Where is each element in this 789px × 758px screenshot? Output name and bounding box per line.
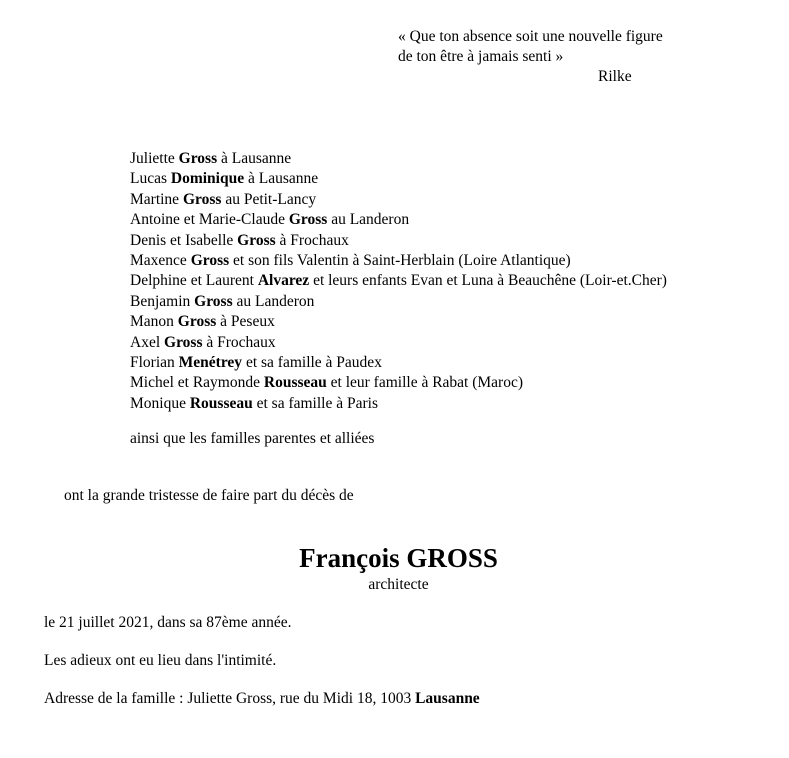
mourner-surname: Menétrey	[178, 354, 243, 372]
mourner-text: au Landeron	[232, 292, 315, 310]
mourner-line	[130, 394, 667, 414]
mourner-text: Denis et Isabelle	[130, 231, 238, 249]
mourners-list	[130, 149, 667, 414]
quote-author: Rilke	[598, 68, 632, 85]
farewell-line: Les adieux ont eu lieu dans l'intimité.	[44, 652, 277, 669]
mourner-line	[130, 190, 667, 210]
mourner-line	[130, 271, 667, 291]
address-text: Adresse de la famille : Juliette Gross, rue du Midi 18, 1003	[44, 690, 416, 707]
deceased-name: François GROSS	[299, 543, 498, 573]
family-address	[44, 690, 480, 708]
mourner-text: et leurs enfants Evan et Luna à Beauchêne (Loir-et.Cher)	[309, 272, 667, 290]
mourner-text: et leur famille à Rabat (Maroc)	[326, 374, 524, 392]
mourner-text: à Frochaux	[275, 231, 349, 249]
mourner-surname: Gross	[194, 292, 233, 310]
mourner-text: Manon	[130, 313, 178, 331]
mourner-line	[130, 231, 667, 251]
mourner-surname: Gross	[164, 333, 203, 351]
mourner-text: au Landeron	[327, 211, 410, 229]
mourner-line	[130, 353, 667, 373]
mourner-surname: Dominique	[170, 170, 245, 188]
mourner-text: et son fils Valentin à Saint-Herblain (Loire Atlantique)	[229, 252, 571, 270]
mourner-line	[130, 169, 667, 189]
mourner-text: Maxence	[130, 252, 191, 270]
mourner-surname: Gross	[190, 252, 230, 270]
mourner-surname: Gross	[177, 313, 217, 331]
mourner-text: Michel et Raymonde	[130, 374, 264, 392]
mourner-text: Axel	[130, 333, 165, 351]
mourner-line	[130, 292, 667, 312]
mourner-surname: Rousseau	[263, 374, 327, 392]
mourner-surname: Alvarez	[257, 272, 310, 290]
mourner-text: Benjamin	[130, 292, 195, 310]
mourner-text: à Lausanne	[244, 170, 319, 188]
deceased-profession: architecte	[368, 576, 429, 593]
date-of-death-line: le 21 juillet 2021, dans sa 87ème année.	[44, 614, 292, 631]
mourner-text: Antoine et Marie-Claude	[130, 211, 289, 229]
quote-line-2: de ton être à jamais senti »	[398, 48, 564, 65]
mourner-surname: Gross	[288, 211, 328, 229]
address-city: Lausanne	[415, 690, 480, 707]
mourner-surname: Gross	[237, 231, 276, 249]
mourner-line	[130, 210, 667, 230]
mourner-line	[130, 251, 667, 271]
mourner-line	[130, 333, 667, 353]
mourner-text: Florian	[130, 354, 179, 372]
mourner-text: Martine	[130, 190, 183, 208]
mourner-text: à Lausanne	[217, 150, 292, 167]
quote-line-1: « Que ton absence soit une nouvelle figure	[398, 28, 663, 45]
mourner-text: et sa famille à Paudex	[242, 354, 382, 372]
mourner-surname: Rousseau	[189, 394, 253, 412]
mourner-surname: Gross	[178, 150, 218, 167]
mourner-line	[130, 373, 667, 393]
mourner-text: Delphine et Laurent	[130, 272, 258, 290]
announcement-line: ont la grande tristesse de faire part du décès de	[64, 487, 354, 504]
mourner-text: au Petit-Lancy	[221, 190, 317, 208]
mourner-text: et sa famille à Paris	[252, 394, 378, 412]
mourner-text: Lucas	[130, 170, 171, 188]
mourner-line	[130, 312, 667, 332]
mourner-surname: Gross	[182, 190, 222, 208]
extended-families-line: ainsi que les familles parentes et alliées	[130, 430, 375, 447]
mourner-text: à Peseux	[216, 313, 275, 331]
mourner-text: Monique	[130, 394, 190, 412]
mourner-line	[130, 149, 667, 169]
mourner-text: à Frochaux	[202, 333, 276, 351]
epigraph-quote	[398, 27, 663, 85]
mourner-text: Juliette	[130, 150, 179, 167]
